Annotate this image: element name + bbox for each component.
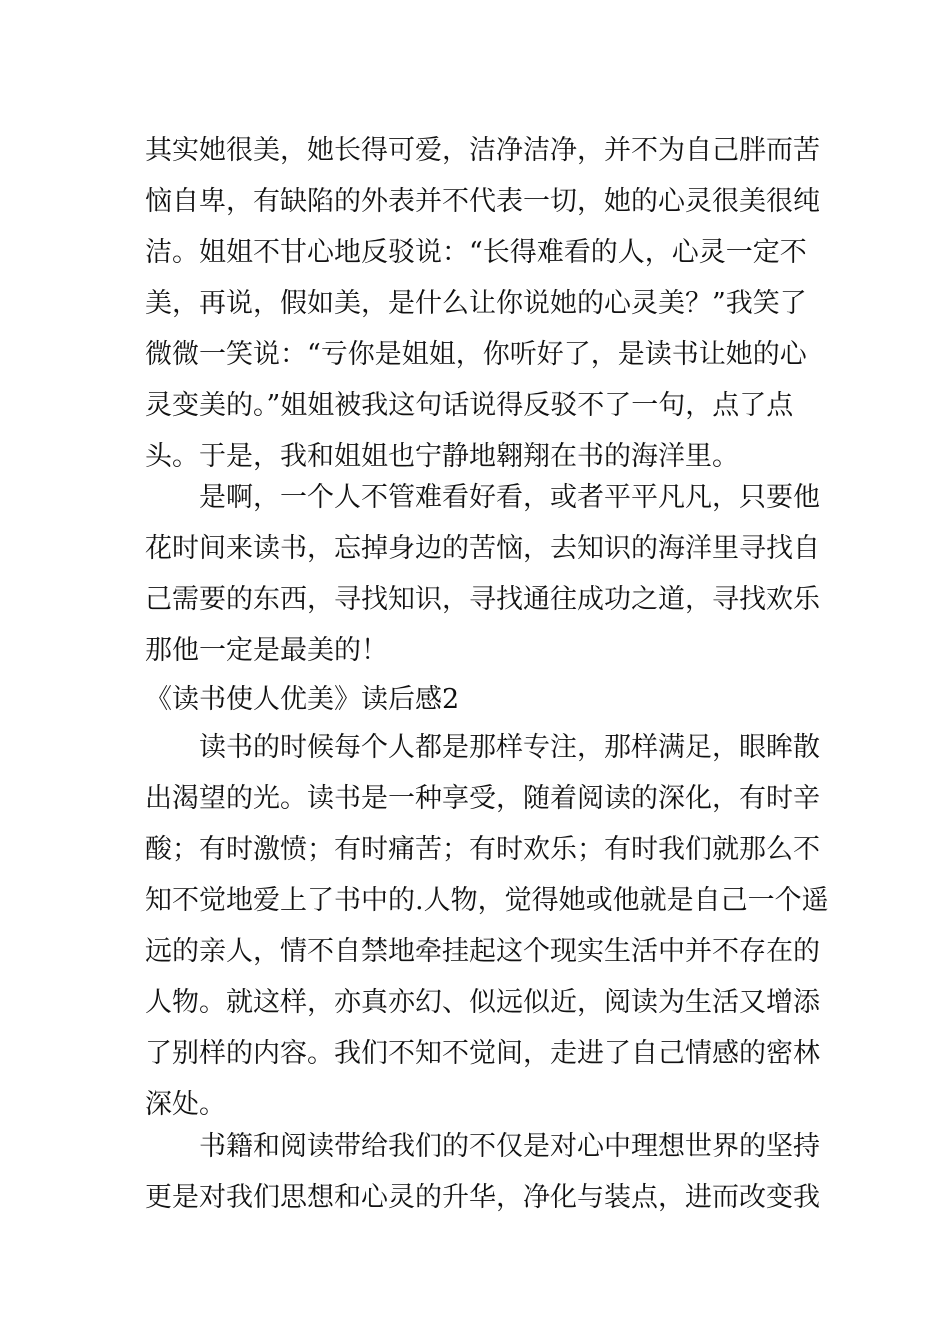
paragraph-line: 读书的时候每个人都是那样专注，那样满足，眼眸散	[199, 732, 820, 763]
paragraph-line: 头。于是，我和姐姐也宁静地翱翔在书的海洋里。	[145, 441, 739, 472]
paragraph-line: 其实她很美，她长得可爱，洁净洁净，并不为自己胖而苦	[145, 135, 820, 166]
paragraph-line: 灵变美的。”姐姐被我这句话说得反驳不了一句，点了点	[145, 390, 794, 421]
paragraph-line: 深处。	[145, 1089, 226, 1120]
paragraph-line: 酸；有时激愤；有时痛苦；有时欢乐；有时我们就那么不	[145, 834, 820, 865]
paragraph-line: 人物。就这样，亦真亦幻、似远似近，阅读为生活又增添	[145, 987, 820, 1018]
paragraph-line: 是啊，一个人不管难看好看，或者平平凡凡，只要他	[199, 482, 820, 513]
section-heading	[145, 674, 810, 725]
paragraph-line: 书籍和阅读带给我们的不仅是对心中理想世界的坚持	[199, 1131, 820, 1162]
paragraph-line: 恼自卑，有缺陷的外表并不代表一切，她的心灵很美很纯	[145, 186, 820, 217]
paragraph-1	[145, 125, 820, 482]
paragraph-line: 出渴望的光。读书是一种享受，随着阅读的深化，有时辛	[145, 783, 820, 814]
heading-text: 《读书使人优美》读后感2	[145, 684, 460, 715]
paragraph-line: 花时间来读书，忘掉身边的苦恼，去知识的海洋里寻找自	[145, 533, 820, 564]
paragraph-line: 美，再说，假如美，是什么让你说她的心灵美？”我笑了	[145, 288, 807, 319]
paragraph-4	[145, 1121, 820, 1223]
paragraph-2	[145, 472, 820, 676]
paragraph-line: 那他一定是最美的！	[145, 635, 388, 666]
paragraph-line: 了别样的内容。我们不知不觉间，走进了自己情感的密林	[145, 1038, 820, 1069]
paragraph-line: 己需要的东西，寻找知识，寻找通往成功之道，寻找欢乐	[145, 584, 820, 615]
paragraph-3	[145, 722, 829, 1130]
paragraph-line: 洁。姐姐不甘心地反驳说：“长得难看的人，心灵一定不	[145, 237, 807, 268]
paragraph-line: 微微一笑说：“亏你是姐姐，你听好了，是读书让她的心	[145, 339, 807, 370]
paragraph-line: 知不觉地爱上了书中的.人物，觉得她或他就是自己一个遥	[145, 885, 829, 916]
paragraph-line: 更是对我们思想和心灵的升华，净化与装点，进而改变我	[145, 1182, 820, 1213]
paragraph-line: 远的亲人，情不自禁地牵挂起这个现实生活中并不存在的	[145, 936, 820, 967]
